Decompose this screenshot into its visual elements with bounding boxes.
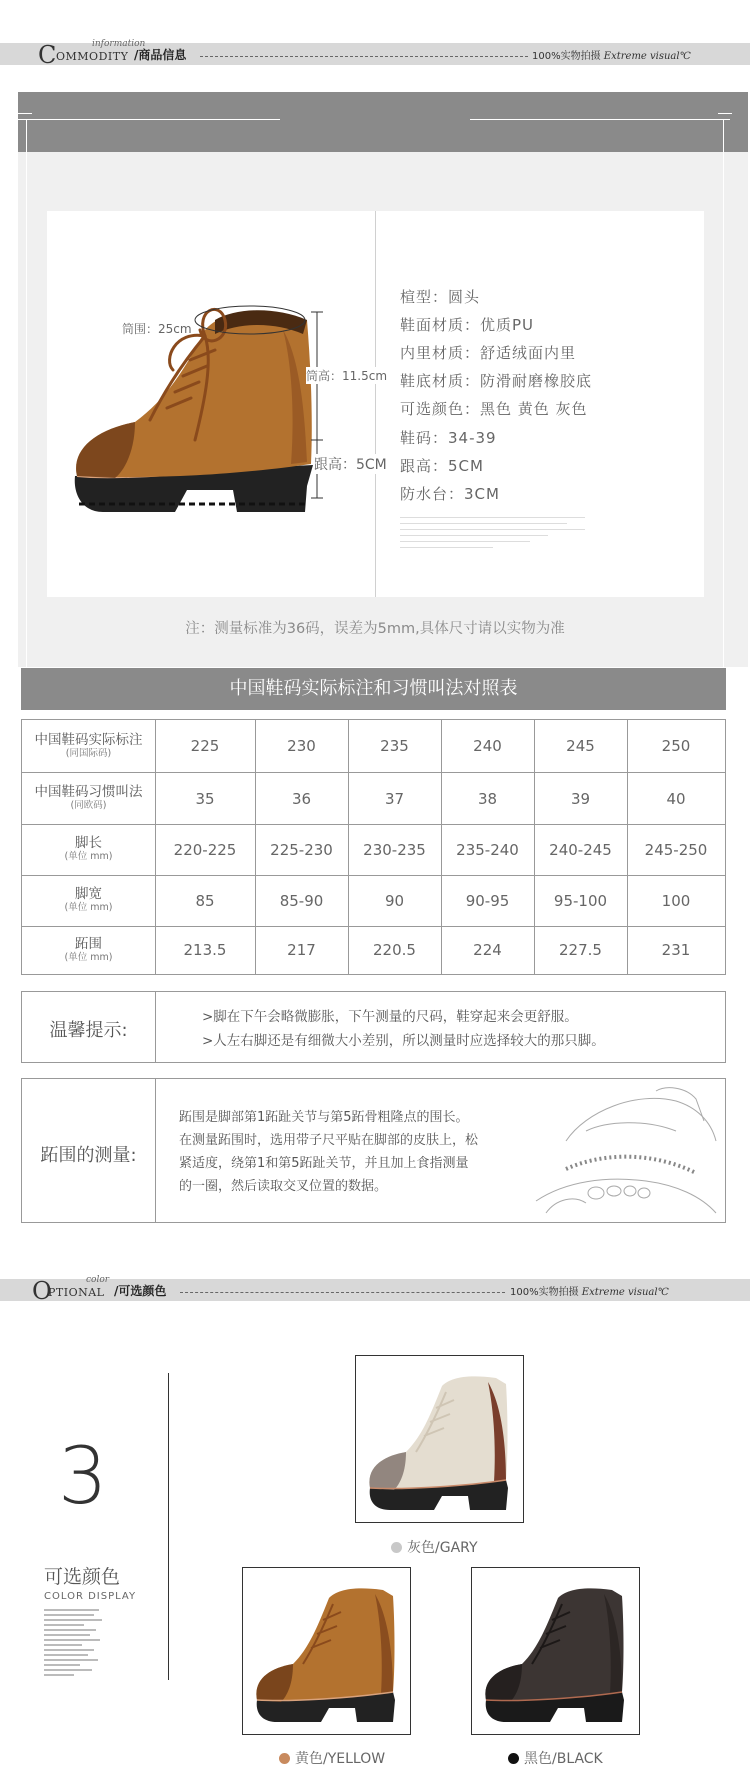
- black-dot-icon: [508, 1753, 519, 1764]
- table-cell: 225: [190, 737, 220, 755]
- table-cell: 240: [473, 737, 502, 755]
- main-boot-image: [55, 290, 345, 540]
- table-cell: 245-250: [644, 841, 708, 859]
- optional-word: PTIONAL: [48, 1286, 105, 1299]
- table-cell: 240-245: [549, 841, 612, 859]
- color-caption-gray: [391, 1537, 478, 1557]
- table-cell: 224: [473, 941, 502, 959]
- measurement-divider: [155, 1079, 156, 1222]
- optional-initial: O: [32, 1277, 52, 1305]
- photo-divider: [375, 211, 376, 597]
- table-cell: 85-90: [279, 892, 324, 910]
- table-cell: 227.5: [559, 941, 602, 959]
- spec-line-6: 鞋码：34-39: [400, 429, 497, 447]
- header-right: [532, 47, 691, 62]
- frame-line-right: [723, 119, 724, 667]
- yellow-label: 黄色/YELLOW: [295, 1751, 386, 1767]
- spec-line-1: 楦型：圆头: [400, 288, 481, 306]
- row-label: [22, 936, 155, 964]
- row-label-text: 中国鞋码习惯叫法: [34, 784, 143, 800]
- header-title: /商品信息: [134, 48, 187, 62]
- color-swatch-yellow[interactable]: [242, 1567, 411, 1735]
- measurement-label: 跖围的测量:: [40, 1145, 137, 1166]
- spec-line-3: 内里材质：舒适绒面内里: [400, 344, 577, 362]
- measurement-line-4: 的一圈，然后读取交叉位置的数据。: [179, 1179, 388, 1194]
- table-cell: 245: [566, 737, 595, 755]
- spec-line-2: 鞋面材质：优质PU: [400, 316, 535, 334]
- table-cell: 220-225: [173, 841, 237, 859]
- gray-boot-image: [356, 1356, 523, 1522]
- measurement-note: 注：测量标准为36码，误差为5mm,具体尺寸请以实物为准: [185, 621, 565, 637]
- color-caption-black: [508, 1748, 603, 1768]
- callout-heel-height: 跟高：5CM: [314, 454, 387, 474]
- header-script: information: [92, 39, 146, 49]
- yellow-boot-image: [243, 1568, 410, 1734]
- frame-line-top-left: [18, 119, 280, 120]
- row-label: [22, 886, 155, 914]
- row-label-text: 中国鞋码实际标注: [34, 732, 143, 748]
- spec-line-7: 跟高：5CM: [400, 457, 484, 475]
- table-cell: 235: [380, 737, 409, 755]
- row-label: [22, 732, 155, 760]
- table-cell: 38: [477, 790, 498, 808]
- table-cell: 213.5: [183, 941, 227, 959]
- size-table: [21, 719, 726, 975]
- measurement-box: [21, 1078, 726, 1223]
- row-label-text: 脚宽: [75, 886, 102, 902]
- table-cell: 250: [661, 737, 691, 755]
- color-swatch-black[interactable]: [471, 1567, 640, 1735]
- header-initial: C: [38, 41, 57, 69]
- optional-right-text: 100%实物拍摄: [510, 1287, 579, 1298]
- optional-title: /可选颜色: [114, 1284, 167, 1298]
- optional-right: [510, 1283, 669, 1298]
- row-label-text: 脚长: [75, 835, 102, 851]
- spec-line-8: 防水台：3CM: [400, 485, 500, 503]
- callout-shaft-height: 筒高：11.5cm: [306, 369, 388, 383]
- row-label-text: 跖围: [75, 936, 102, 952]
- measurement-line-1: 跖围是脚部第1跖趾关节与第5跖骨粗隆点的围长。: [179, 1110, 469, 1125]
- gray-dot-icon: [391, 1542, 402, 1553]
- frame-line-left: [26, 119, 27, 667]
- table-cell: 39: [570, 790, 591, 808]
- commodity-header: [0, 39, 750, 69]
- row-divider: [22, 824, 725, 825]
- black-label: 黑色/BLACK: [524, 1751, 603, 1767]
- color-fine-print: [44, 1609, 104, 1679]
- black-boot-image: [472, 1568, 639, 1734]
- optional-right-script: Extreme visual℃: [581, 1287, 669, 1298]
- row-label: [22, 784, 155, 812]
- optional-dash-rule: [180, 1292, 505, 1293]
- tape-measure: [566, 1157, 696, 1173]
- table-cell: 230: [287, 737, 316, 755]
- table-cell: 100: [661, 892, 691, 910]
- table-cell: 40: [666, 790, 686, 808]
- header-word: OMMODITY: [56, 50, 129, 63]
- color-swatch-gray[interactable]: [355, 1355, 524, 1523]
- row-label-sub: (单位 mm): [64, 902, 113, 913]
- table-cell: 220.5: [373, 941, 416, 959]
- row-label-sub: (单位 mm): [64, 851, 113, 862]
- table-cell: 35: [195, 790, 215, 808]
- tips-box: [21, 991, 726, 1063]
- yellow-dot-icon: [279, 1753, 290, 1764]
- measurement-line-3: 紧适度，绕第1和第5跖趾关节，并且加上食指测量: [179, 1156, 469, 1171]
- tip-line-2: >人左右脚还是有细微大小差别，所以测量时应选择较大的那只脚。: [202, 1033, 605, 1049]
- measurement-line-2: 在测量跖围时，选用带子尺平贴在脚部的皮肤上，松: [179, 1133, 479, 1148]
- optional-header: [0, 1275, 750, 1305]
- table-cell: 85: [195, 892, 215, 910]
- tips-label: 温馨提示:: [49, 1020, 128, 1041]
- color-caption-yellow: [279, 1748, 385, 1768]
- table-cell: 217: [287, 941, 316, 959]
- table-cell: 36: [291, 790, 312, 808]
- table-cell: 230-235: [363, 841, 426, 859]
- foot-measuring-sketch: [526, 1081, 722, 1219]
- row-label-sub: (同国际码): [65, 748, 112, 759]
- table-cell: 37: [384, 790, 405, 808]
- frame-line-top-right: [470, 119, 730, 120]
- spec-line-5: 可选颜色：黑色 黄色 灰色: [400, 400, 588, 418]
- optional-script: color: [86, 1275, 110, 1285]
- row-label-sub: (同欧码): [70, 800, 107, 811]
- header-right-script: Extreme visual℃: [603, 51, 691, 62]
- color-vertical-rule: [168, 1373, 169, 1680]
- callout-circumference: 筒围：25cm: [122, 322, 192, 336]
- row-divider: [22, 926, 725, 927]
- size-table-title: 中国鞋码实际标注和习惯叫法对照表: [21, 668, 726, 710]
- row-divider: [22, 772, 725, 773]
- spec-fine-print: [400, 517, 585, 548]
- header-right-text: 100%实物拍摄: [532, 51, 601, 62]
- table-cell: 231: [661, 941, 691, 959]
- color-count: 3: [58, 1432, 108, 1522]
- table-cell: 235-240: [456, 841, 519, 859]
- table-cell: 90: [384, 892, 405, 910]
- tip-line-1: >脚在下午会略微膨胀，下午测量的尺码，鞋穿起来会更舒服。: [202, 1009, 578, 1025]
- row-divider: [22, 875, 725, 876]
- row-label: [22, 835, 155, 863]
- table-cell: 225-230: [270, 841, 333, 859]
- frame-corner-left: [18, 113, 32, 114]
- color-title-cn: 可选颜色: [44, 1566, 121, 1588]
- frame-corner-right: [718, 113, 732, 114]
- gray-label: 灰色/GARY: [407, 1540, 478, 1556]
- color-title-en: COLOR DISPLAY: [44, 1591, 137, 1602]
- tips-divider: [155, 992, 156, 1062]
- row-label-sub: (单位 mm): [64, 952, 113, 963]
- table-cell: 90-95: [465, 892, 510, 910]
- header-dash-rule: [200, 56, 528, 57]
- spec-line-4: 鞋底材质：防滑耐磨橡胶底: [400, 372, 593, 390]
- table-cell: 95-100: [553, 892, 608, 910]
- product-panel-top-bar: [18, 92, 748, 152]
